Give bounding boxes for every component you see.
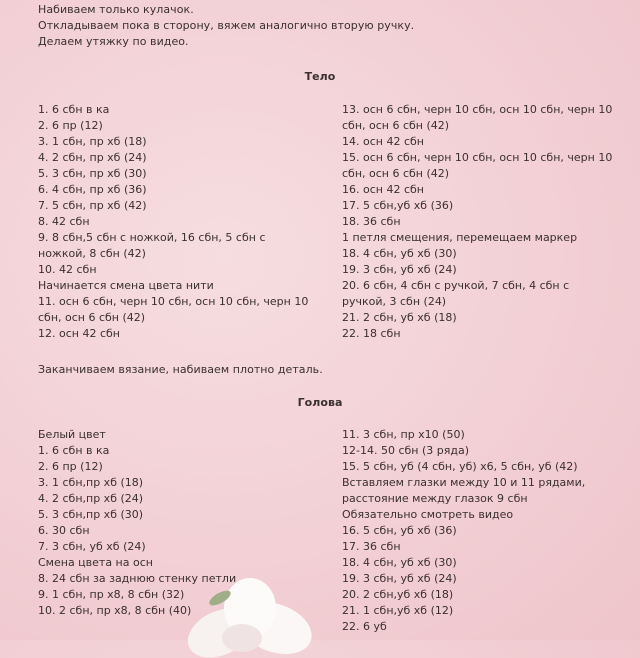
body-left-row: 7. 5 сбн, пр хб (42) <box>38 199 147 212</box>
body-left-row: 1. 6 сбн в ка <box>38 103 110 116</box>
head-right-row: 17. 36 сбн <box>342 540 401 553</box>
body-right-row: 20. 6 сбн, 4 сбн с ручкой, 7 сбн, 4 сбн с <box>342 279 570 292</box>
head-left-row: 5. 3 сбн,пр хб (30) <box>38 508 144 521</box>
head-left-row: Смена цвета на осн <box>38 556 153 569</box>
body-right-row: 17. 5 сбн,уб хб (36) <box>342 199 454 212</box>
body-right-row: 1 петля смещения, перемещаем маркер <box>342 231 578 244</box>
body-left-row: 3. 1 сбн, пр хб (18) <box>38 135 147 148</box>
head-right-row: 11. 3 сбн, пр х10 (50) <box>342 428 465 441</box>
head-right-row: 20. 2 сбн,уб хб (18) <box>342 588 454 601</box>
head-right-row: Вставляем глазки между 10 и 11 рядами, <box>342 476 586 489</box>
intro-line-1: Набиваем только кулачок. <box>38 3 194 16</box>
flower-decoration-icon <box>180 568 330 658</box>
body-left-row: 12. осн 42 сбн <box>38 327 120 340</box>
head-right-row: Обязательно смотреть видео <box>342 508 514 521</box>
head-left-row: Белый цвет <box>38 428 106 441</box>
head-right-row: 19. 3 сбн, уб хб (24) <box>342 572 457 585</box>
head-right-row: 12-14. 50 сбн (3 ряда) <box>342 444 469 457</box>
body-left-row: 10. 42 сбн <box>38 263 97 276</box>
head-left-row: 2. 6 пр (12) <box>38 460 103 473</box>
head-left-row: 4. 2 сбн,пр хб (24) <box>38 492 144 505</box>
body-left-row: 6. 4 сбн, пр хб (36) <box>38 183 147 196</box>
section-title-head: Голова <box>297 396 343 409</box>
head-left-row: 6. 30 сбн <box>38 524 90 537</box>
body-right-row: 19. 3 сбн, уб хб (24) <box>342 263 457 276</box>
body-right-row: 14. осн 42 сбн <box>342 135 424 148</box>
body-left-row: Начинается смена цвета нити <box>38 279 214 292</box>
body-right-column <box>342 102 612 342</box>
intro-line-3: Делаем утяжку по видео. <box>38 35 189 48</box>
head-left-row: 9. 1 сбн, пр х8, 8 сбн (32) <box>38 588 185 601</box>
intro-line-2: Откладываем пока в сторону, вяжем аналогично вторую ручку. <box>38 19 415 32</box>
head-right-row: 21. 1 сбн,уб хб (12) <box>342 604 454 617</box>
body-left-row: 5. 3 сбн, пр хб (30) <box>38 167 147 180</box>
body-right-row: 16. осн 42 сбн <box>342 183 424 196</box>
body-right-row: 15. осн 6 сбн, черн 10 сбн, осн 10 сбн, черн 10 <box>342 151 613 164</box>
body-right-row: 18. 4 сбн, уб хб (30) <box>342 247 457 260</box>
body-right-row: сбн, осн 6 сбн (42) <box>342 167 450 180</box>
body-left-row: 4. 2 сбн, пр хб (24) <box>38 151 147 164</box>
head-left-row: 8. 24 сбн за заднюю стенку петли <box>38 572 237 585</box>
body-left-row: сбн, осн 6 сбн (42) <box>38 311 146 324</box>
body-left-column <box>38 102 308 342</box>
body-left-row: 2. 6 пр (12) <box>38 119 103 132</box>
head-right-row: расстояние между глазок 9 сбн <box>342 492 528 505</box>
body-left-row: 9. 8 сбн,5 сбн с ножкой, 16 сбн, 5 сбн с <box>38 231 266 244</box>
head-right-row: 22. 6 уб <box>342 620 387 633</box>
body-right-row: 18. 36 сбн <box>342 215 401 228</box>
body-right-row: 13. осн 6 сбн, черн 10 сбн, осн 10 сбн, черн 10 <box>342 103 613 116</box>
head-right-row: 18. 4 сбн, уб хб (30) <box>342 556 457 569</box>
body-right-row: сбн, осн 6 сбн (42) <box>342 119 450 132</box>
head-right-row: 15. 5 сбн, уб (4 сбн, уб) х6, 5 сбн, уб (42) <box>342 460 578 473</box>
body-left-row: 11. осн 6 сбн, черн 10 сбн, осн 10 сбн, черн 10 <box>38 295 309 308</box>
section-title-body: Тело <box>304 70 336 83</box>
head-left-row: 10. 2 сбн, пр х8, 8 сбн (40) <box>38 604 192 617</box>
head-right-row: 16. 5 сбн, уб хб (36) <box>342 524 457 537</box>
head-right-column <box>342 427 585 635</box>
head-left-row: 7. 3 сбн, уб хб (24) <box>38 540 146 553</box>
head-left-row: 3. 1 сбн,пр хб (18) <box>38 476 144 489</box>
head-left-row: 1. 6 сбн в ка <box>38 444 110 457</box>
body-footer-note: Заканчиваем вязание, набиваем плотно деталь. <box>38 363 323 376</box>
body-right-row: 21. 2 сбн, уб хб (18) <box>342 311 457 324</box>
body-left-row: ножкой, 8 сбн (42) <box>38 247 146 260</box>
body-left-row: 8. 42 сбн <box>38 215 90 228</box>
body-right-row: ручкой, 3 сбн (24) <box>342 295 447 308</box>
body-right-row: 22. 18 сбн <box>342 327 401 340</box>
